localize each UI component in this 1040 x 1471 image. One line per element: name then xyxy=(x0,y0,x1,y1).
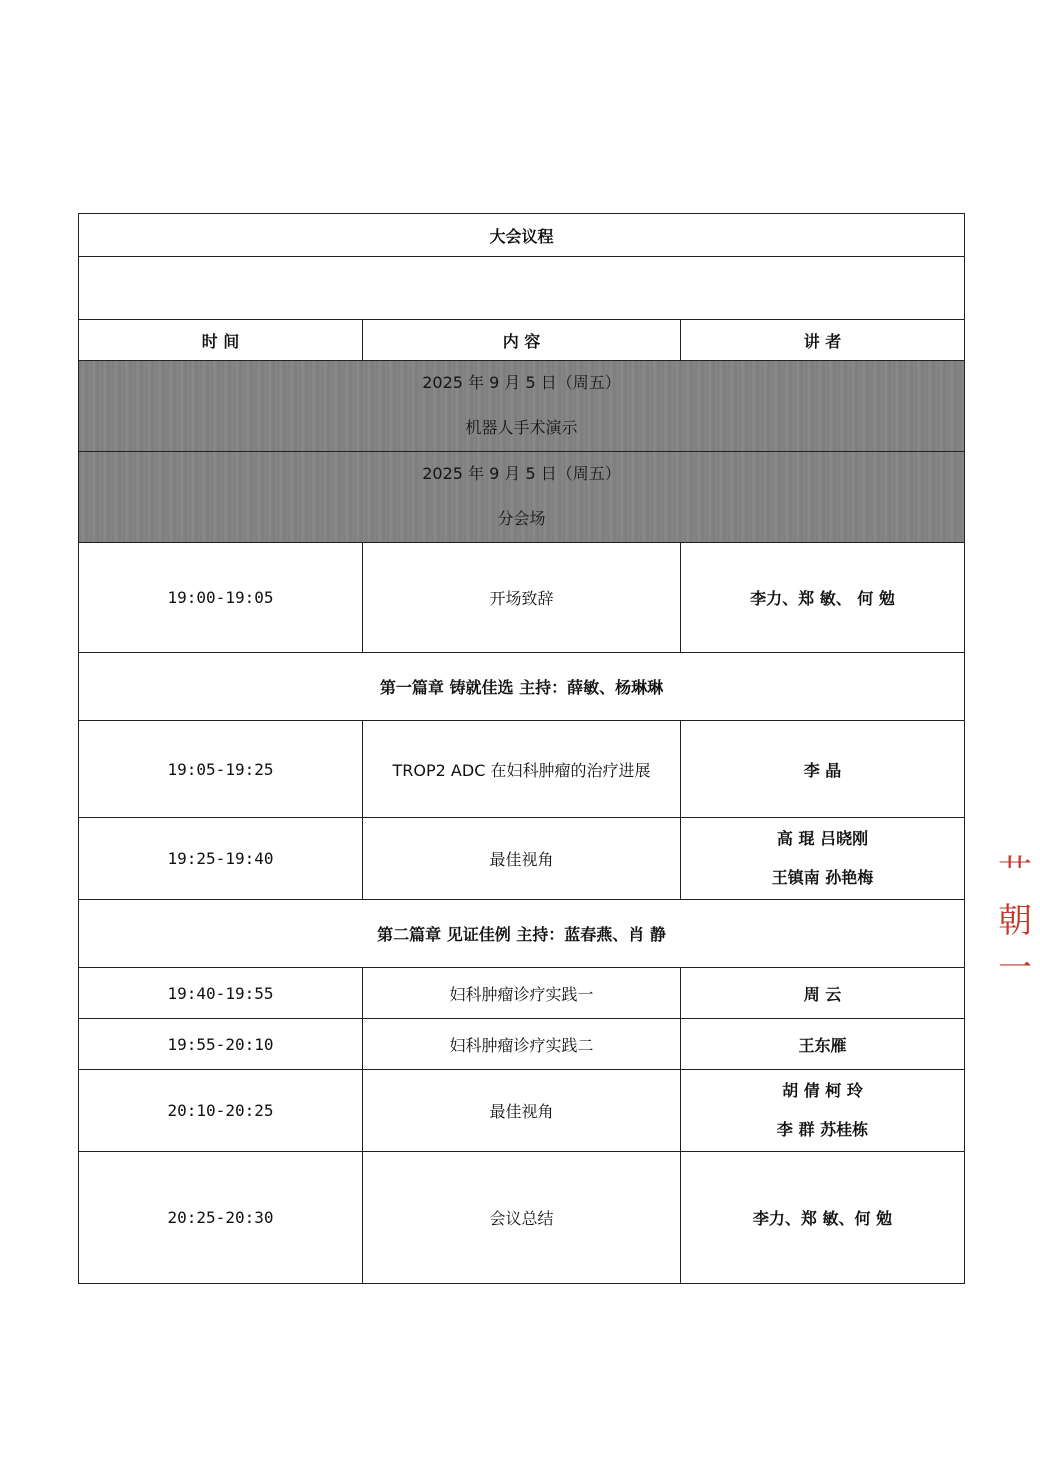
table-row xyxy=(79,543,965,653)
row-content: TROP2 ADC 在妇科肿瘤的治疗进展 xyxy=(363,721,681,818)
speaker-line: 李 群 苏桂栋 xyxy=(776,1119,869,1139)
table-row xyxy=(79,721,965,818)
table-row xyxy=(79,1152,965,1284)
row-content: 最佳视角 xyxy=(363,1070,681,1152)
blank-row xyxy=(79,257,965,320)
row-speaker: 李力、郑 敏、何 勉 xyxy=(681,1152,965,1284)
table-row xyxy=(79,818,965,900)
row-content: 最佳视角 xyxy=(363,818,681,900)
banner-date: 2025 年 9 月 5 日（周五） xyxy=(422,464,621,484)
row-time: 20:10-20:25 xyxy=(79,1070,363,1152)
stamp-glyph: ⺾ xyxy=(998,853,1032,893)
header-time: 时 间 xyxy=(79,320,363,361)
speaker-line: 王镇南 孙艳梅 xyxy=(771,867,874,887)
table-row xyxy=(79,1019,965,1070)
row-content: 妇科肿瘤诊疗实践二 xyxy=(363,1019,681,1070)
header-speaker: 讲 者 xyxy=(681,320,965,361)
row-speaker xyxy=(681,818,965,900)
stamp-glyph: 一 xyxy=(998,948,1032,989)
stamp-glyph: 朝 xyxy=(998,900,1032,941)
row-speaker: 周 云 xyxy=(681,968,965,1019)
banner-branch xyxy=(79,452,965,543)
agenda-table xyxy=(78,213,965,1284)
row-time: 19:05-19:25 xyxy=(79,721,363,818)
banner-robotic xyxy=(79,361,965,452)
banner-date: 2025 年 9 月 5 日（周五） xyxy=(422,373,621,393)
section-heading: 第一篇章 铸就佳选 主持：薛敏、杨琳琳 xyxy=(79,653,965,721)
header-content: 内 容 xyxy=(363,320,681,361)
row-content: 妇科肿瘤诊疗实践一 xyxy=(363,968,681,1019)
row-speaker: 李 晶 xyxy=(681,721,965,818)
banner-label: 分会场 xyxy=(497,509,546,528)
row-time: 20:25-20:30 xyxy=(79,1152,363,1284)
banner-label: 机器人手术演示 xyxy=(465,418,578,437)
row-speaker: 李力、郑 敏、 何 勉 xyxy=(681,543,965,653)
row-content: 开场致辞 xyxy=(363,543,681,653)
section-heading: 第二篇章 见证佳例 主持：蓝春燕、肖 静 xyxy=(79,900,965,968)
row-time: 19:25-19:40 xyxy=(79,818,363,900)
row-speaker xyxy=(681,1070,965,1152)
table-row xyxy=(79,1070,965,1152)
red-stamp-fragment xyxy=(998,850,1040,1080)
table-row xyxy=(79,968,965,1019)
row-time: 19:00-19:05 xyxy=(79,543,363,653)
speaker-line: 胡 倩 柯 玲 xyxy=(782,1081,863,1101)
row-speaker: 王东雁 xyxy=(681,1019,965,1070)
row-time: 19:40-19:55 xyxy=(79,968,363,1019)
agenda-title: 大会议程 xyxy=(79,214,965,257)
header-row xyxy=(79,320,965,361)
speaker-line: 高 琨 吕晓刚 xyxy=(776,829,869,849)
row-content: 会议总结 xyxy=(363,1152,681,1284)
agenda-sheet xyxy=(78,213,964,1284)
row-time: 19:55-20:10 xyxy=(79,1019,363,1070)
